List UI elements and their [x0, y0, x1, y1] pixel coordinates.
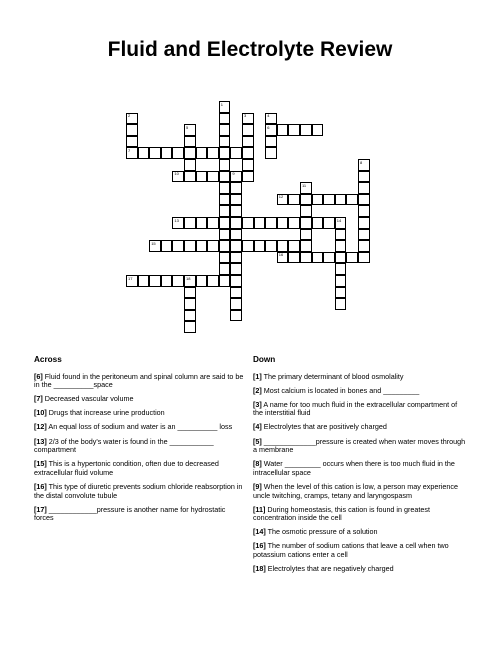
grid-cell[interactable] — [149, 275, 161, 287]
grid-cell[interactable] — [300, 124, 312, 136]
clue-text: Fluid found in the peritoneum and spinal column are said to be in the __________space — [34, 371, 244, 390]
grid-cell[interactable] — [288, 240, 300, 252]
clue-number: [2] — [253, 385, 262, 395]
down-clue — [253, 506, 468, 523]
grid-cell[interactable] — [196, 171, 208, 183]
grid-cell[interactable] — [254, 217, 266, 229]
grid-cell[interactable] — [230, 182, 242, 194]
grid-cell[interactable] — [265, 240, 277, 252]
clue-text: A name for too much fluid in the extracellular compartment of the interstitial fluid — [253, 399, 458, 418]
cell-number: 15 — [151, 240, 156, 246]
grid-cell[interactable] — [323, 194, 335, 206]
clue-text: This is a hypertonic condition, often due to decreased extracellular fluid volume — [34, 459, 219, 477]
grid-cell[interactable] — [172, 217, 184, 229]
clue-text: Drugs that increase urine production — [46, 408, 165, 418]
grid-cell[interactable] — [230, 217, 242, 229]
grid-cell[interactable] — [172, 147, 184, 159]
grid-cell[interactable] — [277, 240, 289, 252]
clue-text: ____________pressure is another name for hydrostatic forces — [34, 504, 226, 523]
grid-cell[interactable] — [230, 240, 242, 252]
clue-number: [16] — [253, 541, 266, 551]
across-clue — [34, 438, 244, 455]
down-clue — [253, 438, 468, 455]
grid-cell[interactable] — [242, 217, 254, 229]
grid-cell[interactable] — [161, 147, 173, 159]
grid-cell[interactable] — [277, 252, 289, 264]
clue-text: 2/3 of the body's water is found in the ___________ compartment — [34, 436, 214, 455]
page-title: Fluid and Electrolyte Review — [107, 38, 393, 61]
clue-number: [3] — [253, 399, 262, 409]
grid-cell[interactable] — [219, 263, 231, 275]
grid-cell[interactable] — [323, 217, 335, 229]
grid-cell[interactable] — [300, 217, 312, 229]
clue-number: [13] — [34, 436, 47, 446]
grid-cell[interactable] — [335, 275, 347, 287]
down-clue — [253, 483, 468, 500]
grid-cell[interactable] — [161, 240, 173, 252]
across-clue — [34, 373, 244, 390]
cell-number: 11 — [302, 182, 307, 188]
down-clue — [253, 423, 468, 432]
grid-cell[interactable] — [358, 229, 370, 241]
grid-cell[interactable] — [219, 205, 231, 217]
grid-cell[interactable] — [219, 147, 231, 159]
grid-cell[interactable] — [219, 217, 231, 229]
grid-cell[interactable] — [184, 287, 196, 299]
grid-cell[interactable] — [265, 217, 277, 229]
clue-text: The primary determinant of blood osmolality — [261, 371, 404, 381]
grid-cell[interactable] — [323, 252, 335, 264]
down-clue — [253, 373, 468, 382]
clue-number: [8] — [253, 459, 262, 469]
grid-cell[interactable] — [126, 147, 138, 159]
clue-text: Water _________ occurs when there is too much fluid in the intracellular space — [253, 459, 455, 477]
grid-cell[interactable] — [242, 136, 254, 148]
cell-number: 3 — [244, 113, 247, 119]
grid-cell[interactable] — [230, 205, 242, 217]
clue-text: During homeostasis, this cation is found in greatest concentration inside the cell — [253, 504, 430, 523]
grid-cell[interactable] — [358, 252, 370, 264]
grid-cell[interactable] — [242, 171, 254, 183]
grid-cell[interactable] — [346, 194, 358, 206]
grid-cell[interactable] — [242, 124, 254, 136]
clue-number: [4] — [253, 422, 262, 432]
clue-number: [15] — [34, 459, 47, 469]
grid-cell[interactable] — [207, 147, 219, 159]
grid-cell[interactable] — [358, 194, 370, 206]
down-clue — [253, 387, 468, 396]
cell-number: 5 — [186, 124, 189, 130]
grid-cell[interactable] — [184, 275, 196, 287]
clue-text: The osmotic pressure of a solution — [265, 527, 378, 537]
down-heading: Down — [253, 355, 276, 364]
grid-cell[interactable] — [335, 252, 347, 264]
grid-cell[interactable] — [335, 229, 347, 241]
down-clue — [253, 528, 468, 537]
grid-cell[interactable] — [300, 240, 312, 252]
grid-cell[interactable] — [300, 194, 312, 206]
clue-text: When the level of this cation is low, a person may experience uncle twitching, cramps, tetany and laryngospasm — [253, 481, 458, 500]
grid-cell[interactable] — [300, 252, 312, 264]
grid-cell[interactable] — [288, 217, 300, 229]
grid-cell[interactable] — [184, 171, 196, 183]
clue-text: Decreased vascular volume — [42, 394, 134, 404]
cell-number: 12 — [278, 194, 284, 200]
grid-cell[interactable] — [184, 310, 196, 322]
down-clues — [253, 356, 468, 579]
grid-cell[interactable] — [254, 240, 266, 252]
clue-number: [5] — [253, 436, 262, 446]
grid-cell[interactable] — [207, 171, 219, 183]
grid-cell[interactable] — [219, 252, 231, 264]
grid-cell[interactable] — [358, 171, 370, 183]
grid-cell[interactable] — [219, 159, 231, 171]
grid-cell[interactable] — [230, 263, 242, 275]
grid-cell[interactable] — [358, 240, 370, 252]
grid-cell[interactable] — [242, 159, 254, 171]
grid-cell[interactable] — [149, 147, 161, 159]
clue-text: Most calcium is located in bones and _________ — [261, 385, 420, 395]
grid-cell[interactable] — [184, 298, 196, 310]
grid-cell[interactable] — [265, 147, 277, 159]
clue-text: An equal loss of sodium and water is an __________ loss — [46, 422, 233, 432]
cell-number: 2 — [128, 113, 131, 119]
across-clue — [34, 409, 244, 418]
clue-number: [6] — [34, 371, 43, 381]
grid-cell[interactable] — [196, 217, 208, 229]
grid-cell[interactable] — [230, 298, 242, 310]
down-clue — [253, 542, 468, 559]
across-clue — [34, 506, 244, 523]
across-clue — [34, 483, 244, 500]
grid-cell[interactable] — [207, 240, 219, 252]
grid-cell[interactable] — [300, 229, 312, 241]
grid-cell[interactable] — [230, 194, 242, 206]
grid-cell[interactable] — [346, 252, 358, 264]
grid-cell[interactable] — [184, 136, 196, 148]
grid-cell[interactable] — [312, 194, 324, 206]
cell-number: 17 — [128, 275, 133, 281]
grid-cell[interactable] — [172, 240, 184, 252]
grid-cell[interactable] — [207, 275, 219, 287]
grid-cell[interactable] — [219, 113, 231, 125]
grid-cell[interactable] — [219, 136, 231, 148]
grid-cell[interactable] — [335, 194, 347, 206]
grid-cell[interactable] — [149, 240, 161, 252]
grid-cell[interactable] — [300, 205, 312, 217]
grid-cell[interactable] — [230, 287, 242, 299]
cell-number: 6 — [267, 124, 270, 130]
across-clues — [34, 356, 244, 528]
grid-cell[interactable] — [335, 287, 347, 299]
grid-cell[interactable] — [161, 275, 173, 287]
clue-number: [16] — [34, 481, 47, 491]
grid-cell[interactable] — [126, 136, 138, 148]
grid-cell[interactable] — [172, 275, 184, 287]
clue-text: Electrolytes that are negatively charged — [265, 564, 394, 574]
grid-cell[interactable] — [335, 217, 347, 229]
clue-number: [9] — [253, 481, 262, 491]
down-clue — [253, 460, 468, 477]
grid-cell[interactable] — [358, 182, 370, 194]
cell-number: 16 — [278, 252, 284, 258]
clue-number: [14] — [253, 527, 266, 537]
grid-cell[interactable] — [138, 275, 150, 287]
clue-text: _____________pressure is created when water moves through a membrane — [253, 436, 466, 455]
clue-number: [18] — [253, 564, 266, 574]
grid-cell[interactable] — [277, 217, 289, 229]
grid-cell[interactable] — [288, 252, 300, 264]
grid-cell[interactable] — [277, 194, 289, 206]
grid-cell[interactable] — [196, 240, 208, 252]
grid-cell[interactable] — [265, 124, 277, 136]
grid-cell[interactable] — [219, 101, 231, 113]
grid-cell[interactable] — [219, 182, 231, 194]
clue-number: [17] — [34, 504, 47, 514]
clue-number: [7] — [34, 394, 43, 404]
grid-cell[interactable] — [196, 275, 208, 287]
cell-number: 14 — [336, 217, 342, 223]
grid-cell[interactable] — [184, 321, 196, 333]
grid-cell[interactable] — [126, 124, 138, 136]
grid-cell[interactable] — [358, 205, 370, 217]
grid-cell[interactable] — [184, 147, 196, 159]
clue-number: [1] — [253, 371, 262, 381]
grid-cell[interactable] — [184, 217, 196, 229]
down-clue — [253, 565, 468, 574]
grid-cell[interactable] — [219, 124, 231, 136]
across-clue — [34, 423, 244, 432]
grid-cell[interactable] — [230, 229, 242, 241]
clue-number: [10] — [34, 408, 47, 418]
grid-cell[interactable] — [265, 113, 277, 125]
cell-number: 18 — [186, 275, 191, 281]
clue-text: Electrolytes that are positively charged — [261, 422, 387, 432]
grid-cell[interactable] — [184, 124, 196, 136]
across-clue — [34, 395, 244, 404]
across-heading: Across — [34, 355, 62, 364]
grid-cell[interactable] — [335, 263, 347, 275]
grid-cell[interactable] — [219, 240, 231, 252]
cell-number: 4 — [267, 113, 270, 119]
grid-cell[interactable] — [242, 147, 254, 159]
grid-cell[interactable] — [126, 113, 138, 125]
grid-cell[interactable] — [219, 229, 231, 241]
grid-cell[interactable] — [265, 136, 277, 148]
grid-cell[interactable] — [126, 275, 138, 287]
cell-number: 13 — [174, 217, 179, 223]
grid-cell[interactable] — [288, 194, 300, 206]
grid-cell[interactable] — [335, 240, 347, 252]
clue-text: The number of sodium cations that leave a cell when two potassium cations enter a cell — [253, 541, 449, 559]
grid-cell[interactable] — [219, 194, 231, 206]
grid-cell[interactable] — [184, 159, 196, 171]
grid-cell[interactable] — [230, 275, 242, 287]
grid-cell[interactable] — [312, 217, 324, 229]
grid-cell[interactable] — [230, 310, 242, 322]
grid-cell[interactable] — [230, 171, 242, 183]
grid-cell[interactable] — [242, 113, 254, 125]
cell-number: 7 — [128, 147, 131, 153]
grid-cell[interactable] — [196, 147, 208, 159]
grid-cell[interactable] — [219, 171, 231, 183]
grid-cell[interactable] — [207, 217, 219, 229]
cell-number: 10 — [174, 171, 179, 177]
down-clue — [253, 401, 468, 418]
grid-cell[interactable] — [184, 240, 196, 252]
grid-cell[interactable] — [300, 182, 312, 194]
grid-cell[interactable] — [138, 147, 150, 159]
grid-cell[interactable] — [230, 147, 242, 159]
grid-cell[interactable] — [358, 159, 370, 171]
cell-number: 9 — [232, 171, 235, 177]
grid-cell[interactable] — [277, 124, 289, 136]
clue-number: [11] — [253, 504, 266, 514]
cell-number: 8 — [360, 159, 363, 165]
grid-cell[interactable] — [172, 171, 184, 183]
grid-cell[interactable] — [358, 217, 370, 229]
cell-number: 1 — [220, 101, 224, 107]
clue-number: [12] — [34, 422, 47, 432]
grid-cell[interactable] — [312, 252, 324, 264]
grid-cell[interactable] — [219, 275, 231, 287]
clue-text: This type of diuretic prevents sodium chloride reabsorption in the distal convolute tubule — [34, 481, 243, 500]
grid-cell[interactable] — [230, 252, 242, 264]
grid-cell[interactable] — [312, 124, 324, 136]
grid-cell[interactable] — [288, 124, 300, 136]
across-clue — [34, 460, 244, 477]
grid-cell[interactable] — [335, 298, 347, 310]
grid-cell[interactable] — [242, 240, 254, 252]
